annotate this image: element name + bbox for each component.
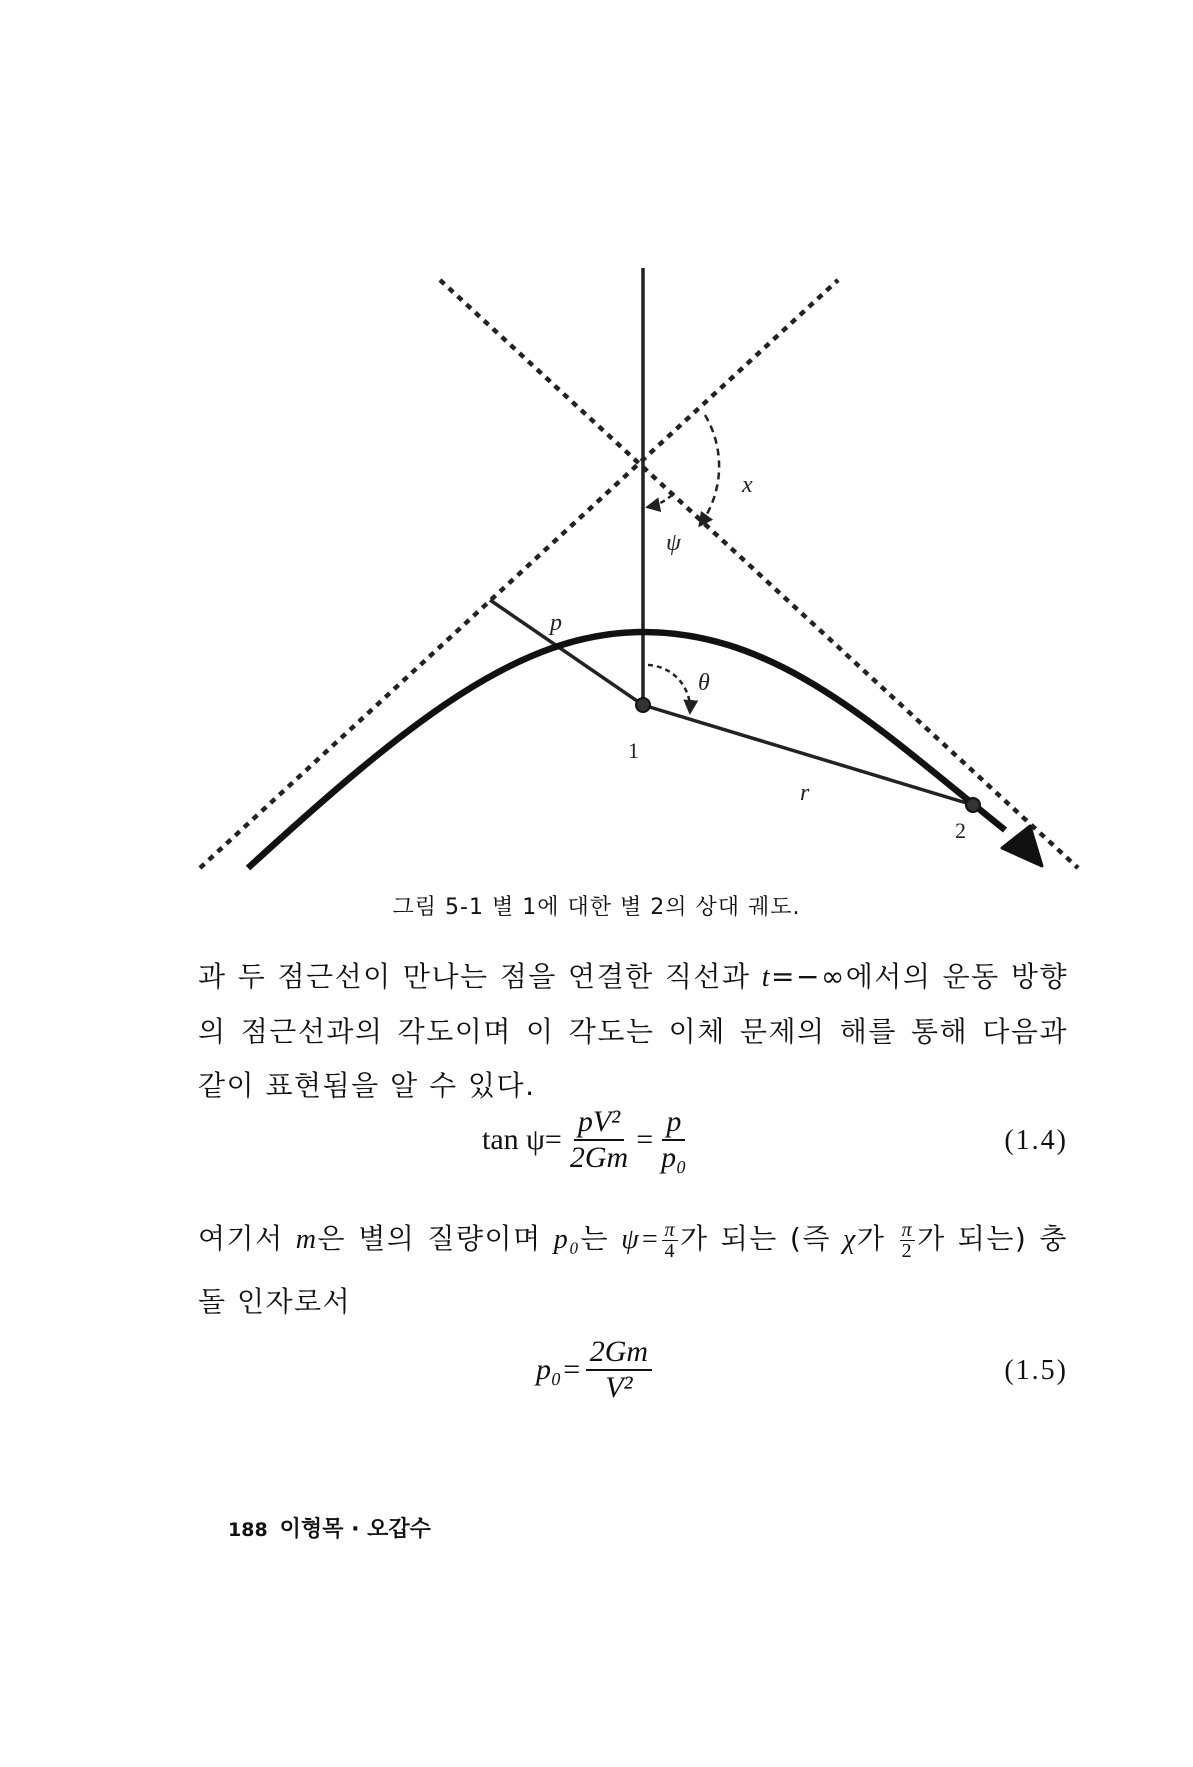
equation-1-5-numerator: 2Gm (586, 1335, 652, 1371)
label-theta: θ (698, 670, 710, 696)
equation-1-4-fraction-2 (657, 1105, 690, 1175)
paragraph-2-text-c: 는 (580, 1222, 622, 1255)
equation-1-4-lhs: tan ψ= (482, 1123, 562, 1156)
equation-1-5 (198, 1335, 1068, 1415)
label-x: x (742, 472, 753, 498)
pi-over-2-denominator: 2 (901, 1239, 914, 1262)
paragraph-2-text-e: 가 (856, 1222, 898, 1255)
label-psi: ψ (666, 530, 681, 556)
paragraph-2-text-b: 은 별의 질량이며 (317, 1222, 554, 1255)
variable-p0: p₀ (553, 1224, 581, 1255)
chi-angle-arc (700, 415, 719, 525)
impact-parameter-line (490, 600, 643, 705)
equation-1-5-denominator: V² (605, 1371, 633, 1404)
star-2 (966, 798, 980, 812)
equation-number-1-5: (1.5) (1004, 1355, 1068, 1386)
paragraph-2-text-d: 가 되는 (즉 (680, 1222, 844, 1255)
equation-1-4-fraction-1 (566, 1105, 632, 1175)
page-number: 188 (228, 1519, 268, 1541)
figure-caption: 그림 5-1 별 1에 대한 별 2의 상대 궤도. (392, 895, 801, 920)
paragraph-2-text-f: 가 되는) 충돌 인자로서 (198, 1222, 1068, 1318)
variable-m: m (295, 1224, 318, 1255)
fraction-2-denominator: p₀ (661, 1141, 687, 1174)
star-1 (636, 698, 650, 712)
paragraph-1-text-b: =−∞에서의 운동 방향의 점근선과의 각도이며 이 각도는 이체 문제의 해를 통해 다음과 같이 표현됨을 알 수 있다. (198, 960, 1069, 1102)
asymptote-left (200, 280, 838, 868)
psi-angle-arc (648, 495, 672, 507)
variable-t: t (761, 962, 772, 993)
orbit-arrowhead (1002, 826, 1042, 866)
label-star-1: 1 (628, 738, 639, 763)
page-footer (228, 1512, 431, 1543)
label-star-2: 2 (955, 818, 966, 843)
asymptote-right (440, 280, 1078, 868)
fraction-2-numerator: p (662, 1105, 685, 1141)
label-p: p (550, 610, 562, 636)
equation-1-4 (198, 1105, 1068, 1185)
psi-equals: ψ= (621, 1224, 661, 1255)
theta-angle-arc (648, 665, 690, 712)
equation-1-5-lhs: p₀= (536, 1353, 582, 1386)
equation-1-5-fraction (586, 1335, 652, 1405)
equation-1-5-body (536, 1335, 656, 1405)
variable-chi: χ (843, 1224, 857, 1255)
pi-over-2-numerator: π (901, 1218, 914, 1241)
pi-over-4-numerator: π (664, 1218, 677, 1241)
pi-over-4 (662, 1220, 678, 1261)
fraction-1-denominator: 2Gm (569, 1141, 629, 1174)
equation-number-1-4: (1.4) (1004, 1125, 1068, 1156)
equation-1-4-body (482, 1105, 695, 1175)
paragraph-1-text-a: 과 두 점근선이 만나는 점을 연결한 직선과 (198, 960, 762, 993)
paragraph-2 (198, 1208, 1068, 1333)
pi-over-4-denominator: 4 (664, 1239, 676, 1262)
orbit-curve (248, 632, 1005, 868)
label-r: r (800, 780, 810, 806)
equation-1-4-equals: = (636, 1123, 654, 1156)
footer-authors: 이형목 · 오갑수 (279, 1517, 431, 1542)
pi-over-2 (900, 1220, 916, 1261)
paragraph-2-text-a: 여기서 (198, 1222, 296, 1255)
paragraph-1 (198, 950, 1068, 1113)
fraction-1-numerator: pV² (574, 1105, 624, 1141)
